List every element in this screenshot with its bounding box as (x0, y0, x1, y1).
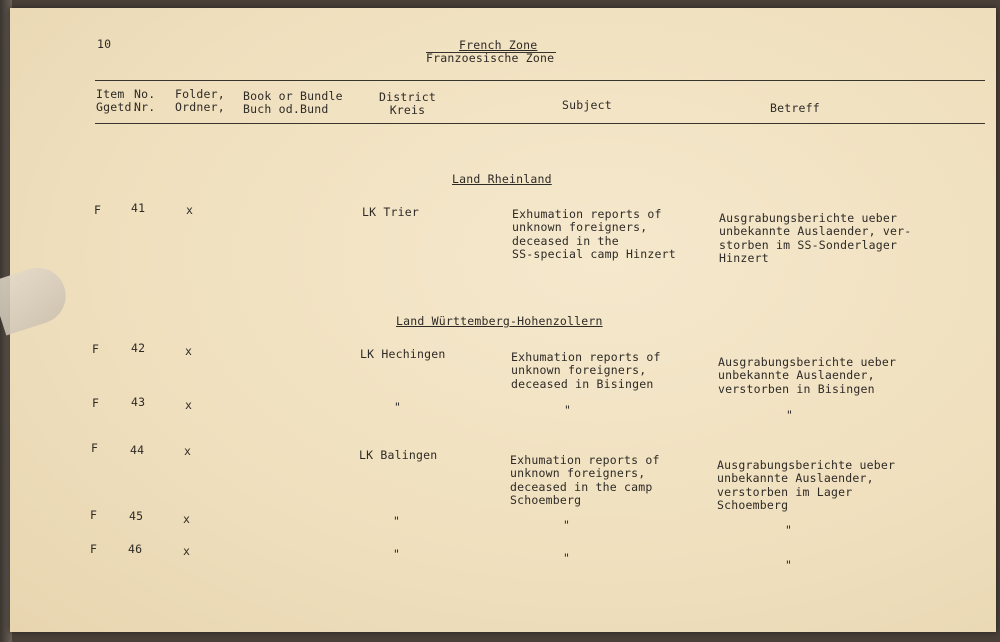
row-43-no: 43 (131, 395, 146, 409)
row-43-subject: " (564, 403, 572, 417)
col-header-no: No. Nr. (134, 87, 156, 115)
zone-title-rule (426, 52, 556, 53)
zone-title-en: French Zone (459, 38, 538, 52)
row-46-item: F (90, 542, 98, 556)
col-header-item: Item Ggetd. (96, 87, 139, 115)
row-42-betreff: Ausgrabungsberichte ueber unbekannte Auslaender, verstorben in Bisingen (718, 355, 897, 396)
row-44-folder: x (184, 444, 192, 458)
row-44-district: LK Balingen (359, 448, 438, 462)
zone-title-de: Franzoesische Zone (426, 51, 555, 65)
header-rule-bottom (95, 123, 985, 124)
col-header-district: District Kreis (379, 90, 436, 118)
row-43-betreff: " (786, 408, 794, 422)
row-46-district: " (393, 547, 401, 561)
row-44-item: F (91, 441, 99, 455)
row-44-no: 44 (130, 443, 145, 457)
row-44-subject: Exhumation reports of unknown foreigners, deceased in the camp Schoemberg (510, 453, 660, 508)
row-46-subject: " (563, 551, 571, 565)
row-45-district: " (393, 514, 401, 528)
col-header-book: Book or Bundle Buch od.Bund (243, 89, 343, 117)
row-46-betreff: " (785, 558, 793, 572)
row-46-no: 46 (128, 542, 143, 556)
row-41-betreff: Ausgrabungsberichte ueber unbekannte Auslaender, ver- storben im SS-Sonderlager Hinzert (719, 211, 912, 266)
row-45-folder: x (183, 512, 191, 526)
header-rule-top (95, 80, 985, 81)
section-title-rheinland: Land Rheinland (452, 172, 552, 186)
row-41-subject: Exhumation reports of unknown foreigners, deceased in the SS-special camp Hinzert (512, 207, 676, 262)
row-41-district: LK Trier (362, 205, 419, 219)
row-42-district: LK Hechingen (360, 347, 446, 361)
row-41-item: F (94, 203, 102, 217)
row-42-no: 42 (131, 341, 146, 355)
page-number: 10 (97, 37, 112, 51)
row-45-betreff: " (785, 523, 793, 537)
col-header-betreff: Betreff (770, 101, 820, 115)
row-42-subject: Exhumation reports of unknown foreigners, deceased in Bisingen (511, 350, 661, 391)
col-header-subject: Subject (562, 98, 612, 112)
row-45-item: F (90, 508, 98, 522)
col-header-folder: Folder, Ordner, (175, 87, 225, 115)
row-43-district: " (394, 400, 402, 414)
row-43-folder: x (185, 398, 193, 412)
row-43-item: F (92, 396, 100, 410)
document-page (10, 8, 996, 632)
row-44-betreff: Ausgrabungsberichte ueber unbekannte Auslaender, verstorben im Lager Schoemberg (717, 458, 896, 513)
row-45-no: 45 (129, 509, 144, 523)
row-42-item: F (92, 342, 100, 356)
row-41-folder: x (186, 203, 194, 217)
section-title-wuerttemberg: Land Württemberg-Hohenzollern (396, 314, 603, 328)
row-45-subject: " (563, 518, 571, 532)
row-46-folder: x (183, 544, 191, 558)
row-42-folder: x (185, 344, 193, 358)
row-41-no: 41 (131, 201, 146, 215)
